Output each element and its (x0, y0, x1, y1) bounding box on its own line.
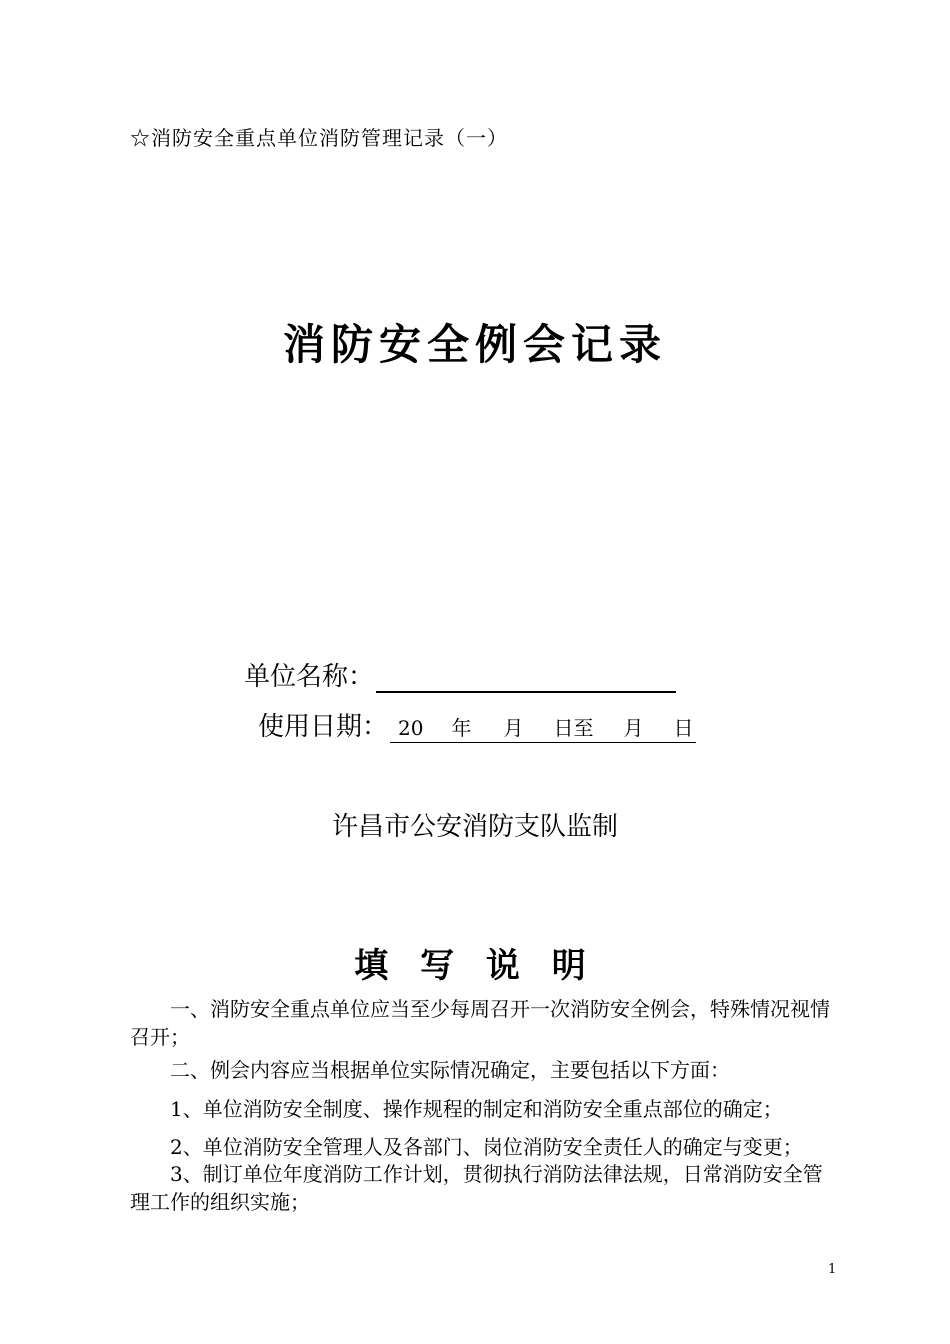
instruction-item: 3、制订单位年度消防工作计划，贯彻执行消防法律法规，日常消防安全管理工作的组织实施； (130, 1162, 823, 1214)
unit-name-row (244, 656, 676, 693)
date-day-to: 日至 (553, 716, 594, 740)
date-year: 年 (451, 716, 472, 740)
instruction-item: 2、单位消防安全管理人及各部门、岗位消防安全责任人的确定与变更； (170, 1135, 803, 1159)
usage-date-label: 使用日期： (258, 712, 389, 742)
date-month-end: 月 (623, 716, 644, 740)
usage-date-blank[interactable] (390, 712, 696, 743)
unit-name-blank[interactable] (376, 665, 676, 693)
instruction-item: 一、消防安全重点单位应当至少每周召开一次消防安全例会，特殊情况视情召开； (130, 997, 830, 1049)
header-title: ☆消防安全重点单位消防管理记录（一） (130, 126, 508, 150)
unit-name-label: 单位名称： (244, 662, 375, 692)
page-number: 1 (828, 1262, 837, 1277)
instruction-item: 1、单位消防安全制度、操作规程的制定和消防安全重点部位的确定； (170, 1097, 783, 1121)
date-day-end: 日 (673, 716, 694, 740)
date-year-prefix: 20 (398, 716, 424, 740)
instruction-item: 二、例会内容应当根据单位实际情况确定，主要包括以下方面： (170, 1058, 730, 1082)
instructions-title: 填 写 说 明 (354, 946, 596, 986)
supervisor-line: 许昌市公安消防支队监制 (331, 812, 618, 842)
date-month-start: 月 (503, 716, 524, 740)
usage-date-row (258, 706, 696, 743)
document-title: 消防安全例会记录 (282, 320, 667, 369)
